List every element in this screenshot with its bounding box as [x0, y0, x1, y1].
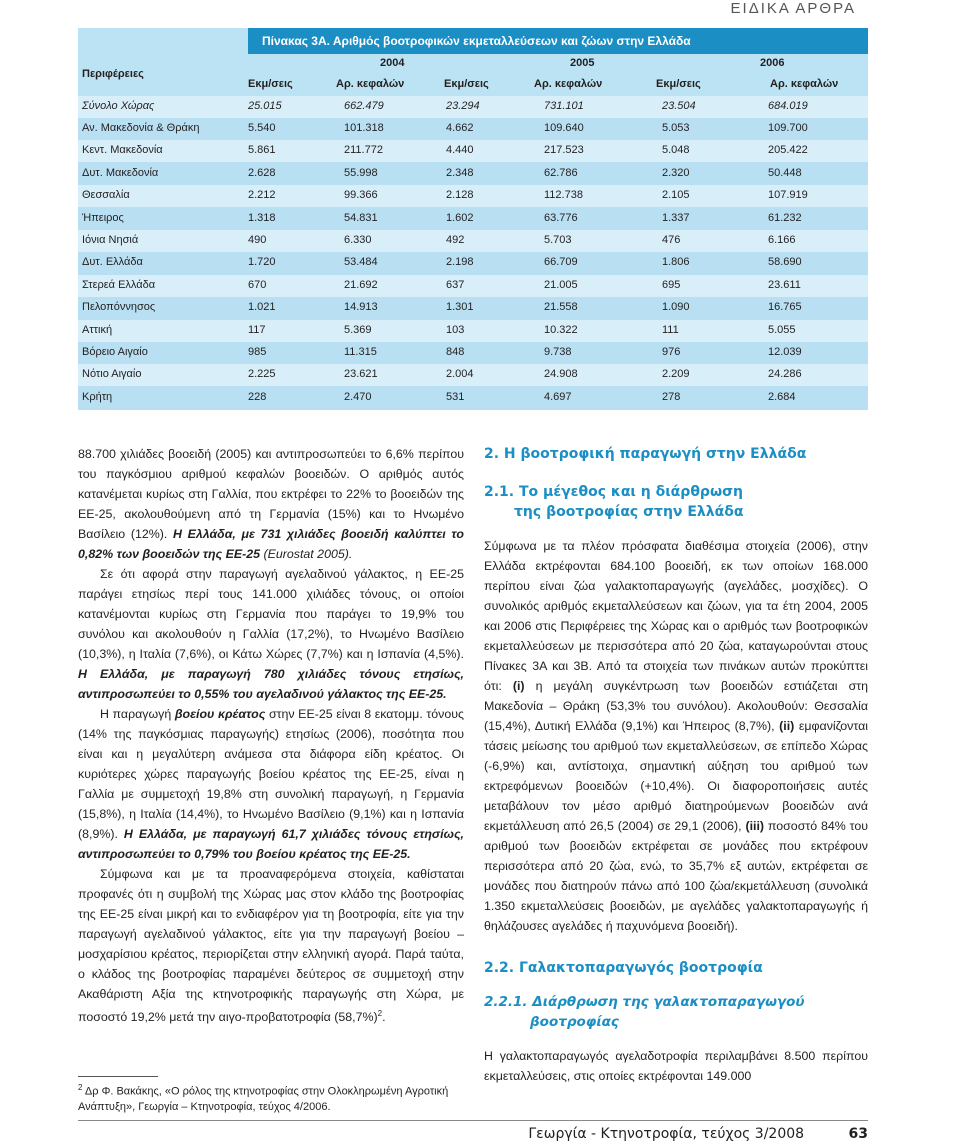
text-run: . — [382, 1010, 386, 1025]
sub-header: Αρ. κεφαλών — [534, 78, 603, 90]
cell: 6.330 — [344, 234, 372, 246]
footnote-divider — [78, 1076, 158, 1077]
text-run-emphasis: (i) — [512, 679, 525, 693]
heading-line: 2.1. Το μέγεθος και η διάρθρωση — [484, 484, 743, 500]
text-run-emphasis: Η Ελλάδα, με 731 χιλιάδες βοοειδή καλύπτει το 0,82% των βοοειδών της ΕΕ-25 — [78, 527, 464, 561]
table-row — [78, 185, 868, 207]
cell: 23.504 — [662, 100, 696, 112]
table-row — [78, 297, 868, 319]
text-run: Η παραγωγή — [100, 707, 175, 721]
page-number: 63 — [848, 1126, 868, 1142]
cell: 107.919 — [768, 189, 808, 202]
cell: 103 — [446, 323, 465, 336]
cell: 985 — [248, 346, 267, 358]
table-region-header — [78, 28, 248, 96]
row-name: Πελοπόννησος — [82, 301, 156, 314]
cell: 5.048 — [662, 144, 690, 157]
cell: 23.611 — [768, 278, 801, 291]
heading-line: της βοοτροφίας στην Ελλάδα — [514, 504, 744, 520]
cell: 217.523 — [544, 144, 584, 157]
text-run-emphasis: Η Ελλάδα, με παραγωγή 780 χιλιάδες τόνους ετησίως, αντιπροσωπεύει το 0,55% του αγελαδινού γάλακτος της ΕΕ-25. — [78, 667, 464, 701]
cell: 1.021 — [248, 301, 276, 314]
cell: 531 — [446, 390, 465, 403]
cell: 21.692 — [344, 278, 378, 291]
cell: 2.105 — [662, 189, 690, 202]
row-name: Βόρειο Αιγαίο — [82, 346, 148, 358]
cell: 24.908 — [544, 368, 578, 381]
left-column — [78, 444, 464, 1027]
table-row — [78, 275, 868, 297]
cell: 684.019 — [768, 100, 808, 112]
table-row — [78, 230, 868, 252]
cell: 278 — [662, 390, 681, 403]
cell: 662.479 — [344, 100, 384, 112]
row-name: Δυτ. Μακεδονία — [82, 166, 159, 179]
cell: 695 — [662, 278, 681, 291]
table-total-row — [78, 96, 868, 118]
heading-line: βοοτροφίας — [530, 1014, 619, 1030]
text-run: στην ΕΕ-25 είναι 8 εκατομμ. τόνους (14% της παγκόσμιας παραγωγής) ετησίως (2006), ποσότητα που είναι και η μεγαλύτερη ανάμεσα στα διάφορα είδη κρέατος. Οι κυριότερες χώρες παραγωγής βοείου κρέατος της ΕΕ-25, είναι η Γαλλία με συμμετοχή 19,8% στη συνολική παραγωγή, η Γερμανία (15,8%), η Ιταλία (14,4%), το Ηνωμένο Βασίλειο (9,1%) και η Ισπανία (8,9%). — [78, 707, 464, 841]
region-header-label: Περιφέρειες — [82, 68, 144, 80]
text-run: (Eurostat 2005). — [260, 547, 353, 561]
subsection-heading — [484, 482, 868, 522]
cell: 14.913 — [344, 301, 378, 314]
cell: 63.776 — [544, 211, 578, 224]
cell: 5.053 — [662, 122, 690, 134]
table-row — [78, 140, 868, 162]
cell: 109.640 — [544, 122, 584, 134]
row-name: Ήπειρος — [82, 211, 124, 224]
year-header: 2005 — [570, 57, 595, 69]
cell: 24.286 — [768, 368, 802, 381]
paragraph — [484, 536, 868, 936]
table-row — [78, 387, 868, 409]
cell: 490 — [248, 234, 267, 246]
table-body — [78, 118, 868, 410]
paragraph — [78, 704, 464, 864]
cell: 101.318 — [344, 122, 384, 134]
row-name: Αττική — [82, 323, 113, 336]
sub-header: Εκμ/σεις — [656, 78, 701, 90]
cell: 2.684 — [768, 390, 796, 403]
cell: 117 — [248, 323, 266, 336]
paragraph: Η γαλακτοπαραγωγός αγελαδοτροφία περιλαμβάνει 8.500 περίπου εκμεταλλεύσεις, στις οποίες εκτρέφονται 149.000 — [484, 1049, 868, 1083]
row-name: Νότιο Αιγαίο — [82, 368, 142, 381]
table-row — [78, 163, 868, 185]
cell: 62.786 — [544, 166, 578, 179]
sub-header: Εκμ/σεις — [248, 78, 293, 90]
cell: 211.772 — [344, 144, 383, 157]
footnote-text: Δρ Φ. Βακάκης, «Ο ρόλος της κτηνοτροφίας στην Ολοκληρωμένη Αγροτική Ανάπτυξη», Γεωργία – Κτηνοτροφία, τεύχος 4/2006. — [78, 1085, 449, 1113]
cell: 112.738 — [544, 189, 583, 202]
subsection-heading: 2.2. Γαλακτοπαραγωγός βοοτροφία — [484, 960, 763, 976]
cell: 228 — [248, 390, 267, 403]
cell: 4.662 — [446, 122, 474, 134]
cell: 21.558 — [544, 301, 578, 314]
paragraph — [78, 564, 464, 704]
text-run-emphasis: Η Ελλάδα, με παραγωγή 61,7 χιλιάδες τόνους ετησίως, αντιπροσωπεύει το 0,79% του βοείου κρέατος της ΕΕ-25. — [78, 827, 464, 861]
page-footer — [300, 1126, 868, 1142]
text-run-emphasis: (ii) — [779, 719, 795, 733]
text-run: 88.700 χιλιάδες βοοειδή (2005) και αντιπροσωπεύει το 6,6% περίπου του παγκόσμιου αριθμού κεφαλών βοοειδών. Ο αριθμός αυτός κατανέμεται κυρίως στη Γαλλία, που εκτρέφει το 22% το βοοειδών της ΕΕ-25, ακολουθούμενη από τη Γερμανία (15%) και το Ηνωμένο Βασίλειο (12%). — [78, 447, 464, 541]
cell: 731.101 — [544, 100, 584, 112]
text-run: ποσοστό 84% του αριθμού των βοοειδών εκτρέφεται σε μονάδες που εκτρέφουν περισσότερα από 20 ζώα, ενώ, το 35,7% εξ αυτών, εκτρέφεται σε μονάδες που διατηρούν πάνω από 100 ζώα/εκμετάλλευση (συνολικά 1.350 εκμεταλλεύσεις βοοειδών, με αγελάδες γαλακτοπαραγωγής ή θηλάζουσες αγελάδες ή παχυνόμενα βοοειδή). — [484, 819, 868, 933]
cell: 2.470 — [344, 390, 372, 403]
cell: 5.055 — [768, 323, 796, 336]
cell: 2.348 — [446, 166, 474, 179]
cell: 5.703 — [544, 234, 572, 246]
section-heading: 2. Η βοοτροφική παραγωγή στην Ελλάδα — [484, 446, 807, 462]
cell: 1.337 — [662, 211, 690, 224]
row-name: Δυτ. Ελλάδα — [82, 256, 143, 269]
cell: 2.320 — [662, 166, 690, 179]
table-row — [78, 364, 868, 386]
cell: 1.318 — [248, 211, 276, 224]
text-run: Σύμφωνα με τα πλέον πρόσφατα διαθέσιμα στοιχεία (2006), στην Ελλάδα εκτρέφονται 684.100 βοοειδή, εκ των οποίων 168.000 περίπου είναι ζώα γαλακτοπαραγωγής (αγελάδες, μοσχίδες). Ο συνολικός αριθμός εκμεταλλεύσεων και ζώων, για τα έτη 2004, 2005 και 2006 στις Περιφέρειες της Χώρας και ο αριθμός των βοοτροφικών εκμεταλλεύσεων με περισσότερα από 20 ζώα, καταγωρούνται στους Πίνακες 3Α και 3Β. Από τα στοιχεία των πινάκων αυτών προκύπτει ότι: — [484, 539, 868, 693]
cell: 66.709 — [544, 256, 578, 269]
footnote — [78, 1080, 464, 1115]
cell: 55.998 — [344, 166, 378, 179]
cell: 2.198 — [446, 256, 474, 269]
table-subheader-row — [248, 74, 868, 96]
cell: 5.861 — [248, 144, 276, 157]
cell: 21.005 — [544, 278, 578, 291]
cell: 2.225 — [248, 368, 276, 381]
cell: 23.294 — [446, 100, 480, 112]
cell: 2.212 — [248, 189, 276, 202]
cell: 25.015 — [248, 100, 282, 112]
cell: 50.448 — [768, 166, 802, 179]
cell: 670 — [248, 278, 267, 291]
cell: 976 — [662, 346, 681, 358]
cell: 9.738 — [544, 346, 572, 358]
right-column — [484, 444, 868, 1086]
cell: 1.301 — [446, 301, 474, 314]
footnote-number: 2 — [78, 1083, 83, 1092]
cell: 6.166 — [768, 234, 796, 246]
sub-header: Αρ. κεφαλών — [770, 78, 839, 90]
sub-header: Αρ. κεφαλών — [336, 78, 405, 90]
text-run-emphasis: (iii) — [745, 819, 765, 833]
cell: 1.720 — [248, 256, 276, 269]
footnote-ref: 2 — [377, 1009, 383, 1018]
cell: 2.209 — [662, 368, 690, 381]
cell: 12.039 — [768, 346, 802, 358]
cell: 61.232 — [768, 211, 802, 224]
cell: 637 — [446, 278, 465, 291]
cell: 5.369 — [344, 323, 372, 336]
text-run: Σε ότι αφορά στην παραγωγή αγελαδινού γάλακτος, η ΕΕ-25 παράγει ετησίως περί τους 141.000 χιλιάδες τόνους, οι οποίοι κατανέμονται κυρίως στη Γερμανία που παράγει το 19,9% του συνόλου και ακολουθούν η Γαλλία (17,2%), το Ηνωμένο Βασίλειο (10,3%), η Ιταλία (7,6%), οι Κάτω Χώρες (7,7%) και η Ισπανία (4,5%). — [78, 567, 464, 661]
paragraph — [78, 864, 464, 1027]
row-name: Κεντ. Μακεδονία — [82, 144, 163, 157]
cell: 205.422 — [768, 144, 808, 157]
cell: 5.540 — [248, 122, 276, 134]
table-title: Πίνακας 3Α. Αριθμός βοοτροφικών εκμεταλλεύσεων και ζώων στην Ελλάδα — [248, 28, 868, 54]
table-row — [78, 342, 868, 364]
cell: 2.004 — [446, 368, 474, 381]
table-row — [78, 208, 868, 230]
table-year-row — [248, 54, 868, 74]
cell: 58.690 — [768, 256, 802, 269]
cell: 2.128 — [446, 189, 474, 202]
cell: 111 — [662, 323, 679, 336]
footer-divider — [78, 1120, 868, 1121]
cell: 492 — [446, 234, 465, 246]
row-name: Σύνολο Χώρας — [82, 100, 155, 112]
cell: 53.484 — [344, 256, 378, 269]
cell: 16.765 — [768, 301, 802, 314]
table-row — [78, 118, 868, 140]
cell: 99.366 — [344, 189, 378, 202]
row-name: Ιόνια Νησιά — [82, 234, 139, 246]
text-run: η μεγάλη συγκέντρωση των βοοειδών εστιάζεται στη Μακεδονία – Θράκη (53,3% του συνόλου). Ακολουθούν: Θεσσαλία (15,4%), Δυτική Ελλάδα (9,1%) και Ήπειρος (8,7%), — [484, 679, 868, 733]
cell: 1.090 — [662, 301, 690, 314]
section-label: ΕΙΔΙΚΑ ΑΡΘΡΑ — [730, 0, 856, 17]
cell: 4.697 — [544, 390, 572, 403]
row-name: Στερεά Ελλάδα — [82, 278, 156, 291]
table-row — [78, 320, 868, 342]
subsubsection-heading — [484, 992, 868, 1032]
row-name: Κρήτη — [82, 390, 113, 403]
row-name: Αν. Μακεδονία & Θράκη — [82, 122, 200, 134]
cell: 10.322 — [544, 323, 578, 336]
year-header: 2004 — [380, 57, 405, 69]
cell: 1.806 — [662, 256, 690, 269]
data-table — [78, 28, 868, 410]
cell: 848 — [446, 346, 465, 358]
cell: 54.831 — [344, 211, 378, 224]
text-run: εμφανίζονται τάσεις μείωσης του αριθμού των εκμεταλλεύσεων, σε επίπεδο Χώρας (-6,9%) και, αντίστοιχα, σημαντική αύξηση του αριθμού των εκτρεφόμενων βοοειδών (+10,4%). Οι διαφοροποιήσεις αυτές μεταβάλουν τον μέσο αριθμό διατηρούμενων βοοειδών ανά εκμετάλλευση από 26,5 (2004) σε 29,1 (2006), — [484, 719, 868, 833]
row-name: Θεσσαλία — [82, 189, 130, 202]
text-run: Σύμφωνα και με τα προαναφερόμενα στοιχεία, καθίσταται προφανές ότι η συμβολή της Χώρας μας στον κλάδο της βοοτροφίας της ΕΕ-25 είναι μικρή και το ενδιαφέρον για τη βοοτροφία, είτε για την παραγωγή αγελαδινού γάλακτος, είτε για την παραγωγή βοείου – μοσχαρίσιου κρέατος, περιορίζεται στην ελληνική αγορά. Παρά ταύτα, ο κλάδος της βοοτροφίας παραμένει δεύτερος σε συμμετοχή στην Ακαθάριστη Αξία της κτηνοτροφικής παραγωγής στη Χώρα, με ποσοστό 19,2% μετά την αιγο-προβατοτροφία (58,7%) — [78, 867, 464, 1025]
text-run-emphasis: βοείου κρέατος — [174, 707, 266, 721]
year-header: 2006 — [760, 57, 785, 69]
cell: 4.440 — [446, 144, 474, 157]
journal-name: Γεωργία - Κτηνοτροφία, τεύχος 3/2008 — [528, 1126, 805, 1142]
heading-line: 2.2.1. Διάρθρωση της γαλακτοπαραγωγού — [484, 994, 805, 1010]
cell: 1.602 — [446, 211, 474, 224]
cell: 476 — [662, 234, 681, 246]
cell: 109.700 — [768, 122, 808, 134]
sub-header: Εκμ/σεις — [444, 78, 489, 90]
cell: 11.315 — [344, 346, 377, 358]
table-row — [78, 252, 868, 274]
paragraph — [78, 444, 464, 564]
cell: 2.628 — [248, 166, 276, 179]
cell: 23.621 — [344, 368, 378, 381]
